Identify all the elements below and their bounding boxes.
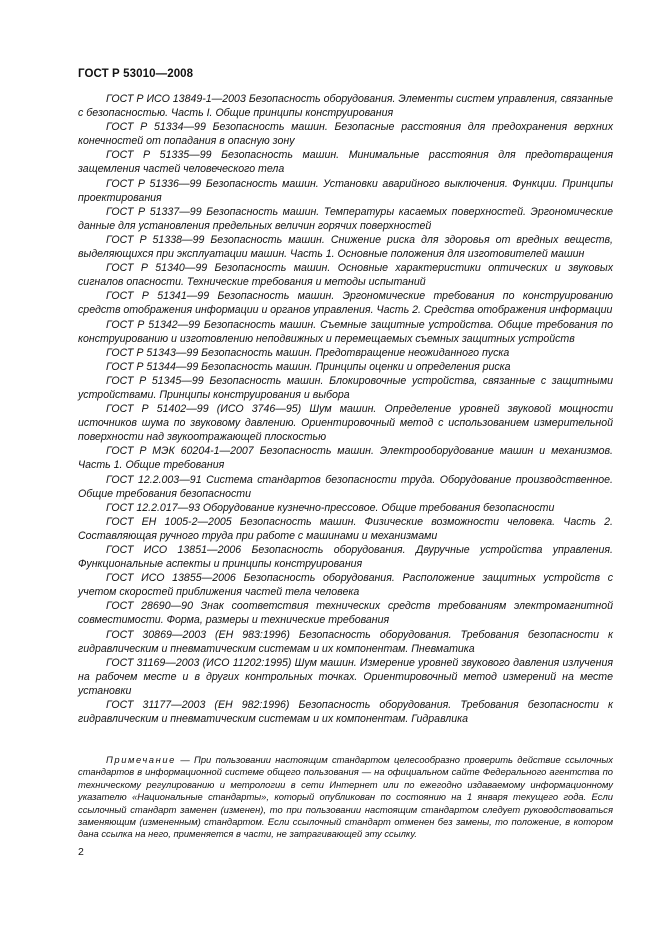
reference-item: ГОСТ Р 51334—99 Безопасность машин. Безопасные расстояния для предохранения верхних конечностей от попадания в опасную зону — [78, 121, 613, 148]
reference-item: ГОСТ 12.2.017—93 Оборудование кузнечно-прессовое. Общие требования безопасности — [106, 501, 555, 514]
reference-item: ГОСТ ИСО 13855—2006 Безопасность оборудования. Расположение защитных устройств с учетом скоростей приближения частей тела человека — [78, 572, 613, 599]
reference-item: ГОСТ Р 51342—99 Безопасность машин. Съемные защитные устройства. Общие требования по конструированию и изготовлению неподвижных и перемещаемых съемных защитных устройств — [78, 318, 613, 345]
reference-item: ГОСТ Р 51338—99 Безопасность машин. Снижение риска для здоровья от вредных веществ, выделяющихся при эксплуатации машин. Часть 1. Основные положения для изготовителей машин — [78, 233, 613, 261]
reference-item: ГОСТ 30869—2003 (ЕН 983:1996) Безопасность оборудования. Требования безопасности к гидравлическим и пневматическим системам и их компонентам. Пневматика — [78, 628, 613, 655]
reference-item: ГОСТ Р 51337—99 Безопасность машин. Температуры касаемых поверхностей. Эргономические данные для установления предельных величин горячих поверхностей — [78, 205, 613, 232]
reference-item: ГОСТ Р 51340—99 Безопасность машин. Основные характеристики оптических и звуковых сигналов опасности. Технические требования и методы испытаний — [78, 262, 613, 289]
reference-item: ГОСТ ИСО 13851—2006 Безопасность оборудования. Двуручные устройства управления. Функциональные аспекты и принципы конструирования — [78, 544, 613, 571]
reference-item: ГОСТ Р МЭК 60204-1—2007 Безопасность машин. Электрооборудование машин и механизмов. Часть 1. Общие требования — [78, 445, 613, 472]
note-paragraph — [78, 754, 613, 841]
document-id-header: ГОСТ Р 53010—2008 — [78, 68, 194, 80]
reference-item: ГОСТ Р 51344—99 Безопасность машин. Принципы оценки и определения риска — [106, 360, 511, 373]
reference-item: ГОСТ Р 51341—99 Безопасность машин. Эргономические требования по конструированию средств отображения информации и органов управления. Часть 2. Средства отображения информации — [78, 290, 613, 317]
reference-item: ГОСТ Р 51335—99 Безопасность машин. Минимальные расстояния для предотвращения защемления частей человеческого тела — [78, 149, 613, 176]
normative-references-list — [78, 92, 613, 726]
page-number: 2 — [78, 846, 84, 858]
reference-item: ГОСТ ЕН 1005-2—2005 Безопасность машин. Физические возможности человека. Часть 2. Составляющая ручного труда при работе с машинами и механизмами — [78, 515, 613, 542]
reference-item: ГОСТ 31177—2003 (ЕН 982:1996) Безопасность оборудования. Требования безопасности к гидравлическим и пневматическим системам и их компонентам. Гидравлика — [78, 699, 613, 726]
reference-item: ГОСТ Р 51345—99 Безопасность машин. Блокировочные устройства, связанные с защитными устройствами. Принципы конструирования и выбора — [78, 374, 613, 401]
reference-item: ГОСТ 28690—90 Знак соответствия технических средств требованиям электромагнитной совместимости. Форма, размеры и технические требования — [78, 600, 613, 627]
reference-item: ГОСТ 12.2.003—91 Система стандартов безопасности труда. Оборудование производственное. Общие требования безопасности — [78, 473, 613, 500]
reference-item: ГОСТ Р ИСО 13849-1—2003 Безопасность оборудования. Элементы систем управления, связанные с безопасностью. Часть I. Общие принципы конструирования — [78, 93, 613, 120]
note-text: — При пользовании настоящим стандартом целесообразно проверить действие ссылочных стандартов в информационной системе общего пользования — на официальном сайте Федерального агентства по техническому регулированию и метрологии в сети Интернет или по ежегодно издаваемому информационному указателю «Национальные стандарты», который опубликован по состоянию на 1 января текущего года. Если ссылочный стандарт заменен (изменен), то при пользовании настоящим стандартом следует руководствоваться заменяющим (измененным) стандартом. Если ссылочный стандарт отменен без замены, то положение, в котором дана ссылка на него, применяется в части, не затрагивающей эту ссылку. — [78, 754, 613, 840]
reference-item: ГОСТ 31169—2003 (ИСО 11202:1995) Шум машин. Измерение уровней звукового давления излучения на рабочем месте и в других контрольных точках. Ориентировочный метод измерений на месте установки — [78, 656, 613, 697]
reference-item: ГОСТ Р 51343—99 Безопасность машин. Предотвращение неожиданного пуска — [106, 346, 510, 359]
note-label: Примечание — [106, 754, 176, 765]
reference-item: ГОСТ Р 51402—99 (ИСО 3746—95) Шум машин. Определение уровней звуковой мощности источников шума по звуковому давлению. Ориентировочный метод с использованием измерительной поверхности над звукоотражающей плоскостью — [78, 403, 613, 444]
reference-item: ГОСТ Р 51336—99 Безопасность машин. Установки аварийного выключения. Функции. Принципы проектирования — [78, 177, 613, 204]
